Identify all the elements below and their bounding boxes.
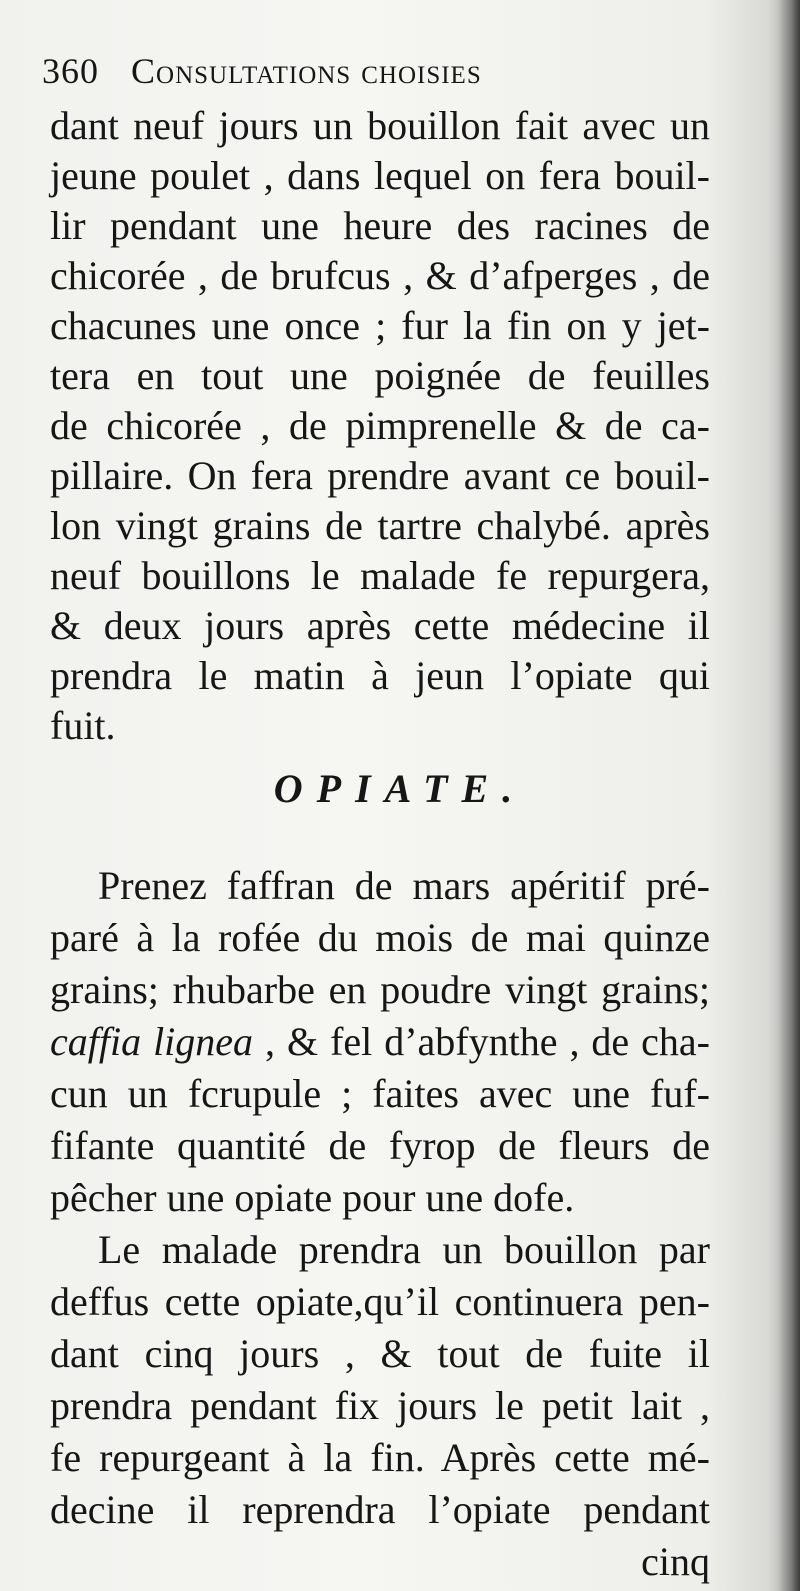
text-line: lon vingt grains de tartre chalybé. après [50, 503, 710, 548]
text-line: chicorée , de brufcus , & d’afperges , de [50, 253, 710, 298]
italic-term: caffia lignea [50, 1019, 254, 1064]
page-number: 360 [42, 51, 99, 91]
text-line: & deux jours après cette médecine il [50, 603, 710, 648]
text-line: tera en tout une poignée de feuilles [50, 353, 710, 398]
text-line: pillaire. On fera prendre avant ce bouil- [50, 453, 710, 498]
catchword: cinq [641, 1539, 710, 1584]
text-line: pêcher une opiate pour une dofe. [50, 1175, 575, 1220]
text-line: paré à la rofée du mois de mai quinze [50, 915, 710, 960]
text-line: lir pendant une heure des racines de [50, 203, 710, 248]
running-title: Consultations choisies [131, 51, 482, 91]
text-line: grains; rhubarbe en poudre vingt grains; [50, 967, 710, 1012]
text-line: jeune poulet , dans lequel on fera bouil- [50, 153, 710, 198]
section-heading: OPIATE. [273, 766, 527, 811]
text-line: decine il reprendra l’opiate pendant [50, 1487, 710, 1532]
text-line: deffus cette opiate,qu’il continuera pen- [50, 1279, 710, 1324]
text-run: , & fel d’abfynthe , de cha- [253, 1019, 710, 1064]
text-line: de chicorée , de pimprenelle & de ca- [50, 403, 710, 448]
text-line: cun un fcrupule ; faites avec une fuf- [50, 1071, 710, 1116]
text-line: Prenez faffran de mars apéritif pré- [98, 863, 710, 908]
running-header [42, 50, 602, 102]
text-line: fifante quantité de fyrop de fleurs de [50, 1123, 710, 1168]
text-line [50, 1016, 710, 1068]
text-line: fuit. [50, 703, 116, 748]
text-line: chacunes une once ; fur la fin on y jet- [50, 303, 710, 348]
text-line: prendra pendant fix jours le petit lait , [50, 1383, 710, 1428]
text-line: fe repurgeant à la fin. Après cette mé- [50, 1435, 710, 1480]
text-line: neuf bouillons le malade fe repurgera, [50, 553, 710, 598]
text-line: dant neuf jours un bouillon fait avec un [50, 103, 710, 148]
text-line: Le malade prendra un bouillon par [98, 1227, 710, 1272]
text-line: dant cinq jours , & tout de fuite il [50, 1331, 710, 1376]
text-line: prendra le matin à jeun l’opiate qui [50, 653, 710, 698]
